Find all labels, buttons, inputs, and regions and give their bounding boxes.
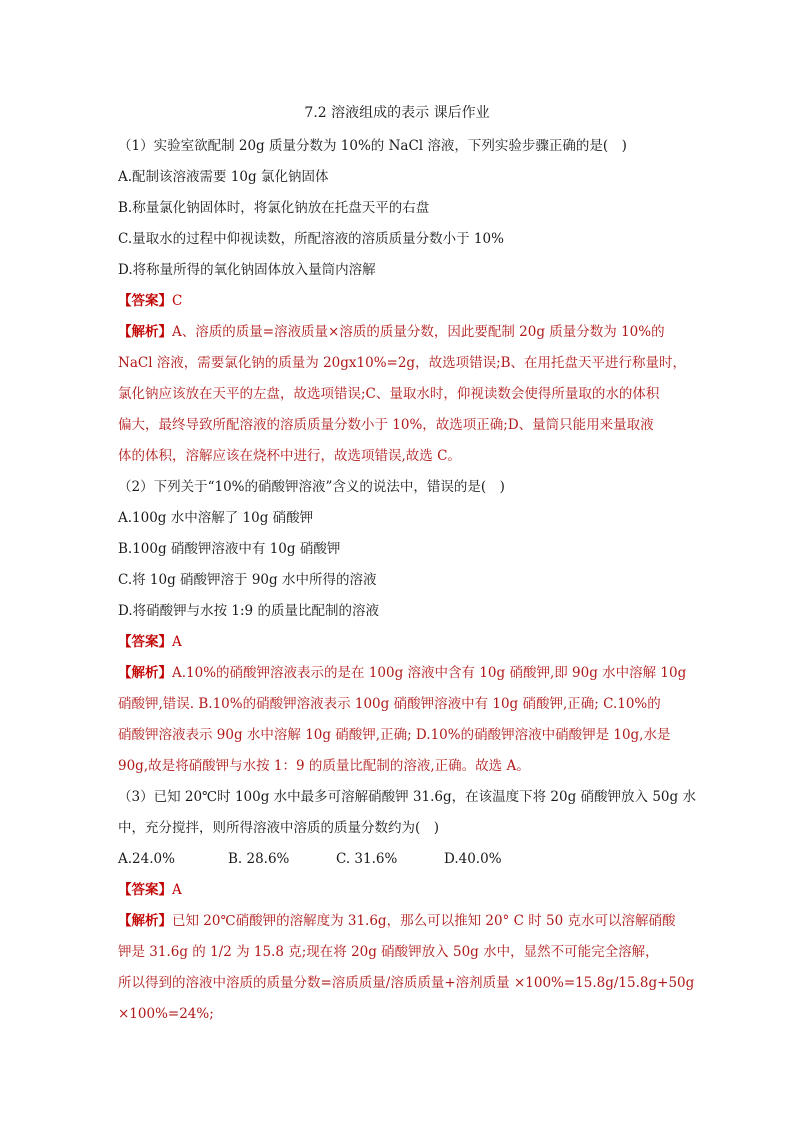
question-3-stem: 中，充分搅拌，则所得溶液中溶质的质量分数约为( ): [118, 820, 440, 836]
answer-value: A: [172, 634, 182, 650]
question-3-option-b: B. 28.6%: [228, 851, 290, 867]
question-2-option-a: A.100g 水中溶解了 10g 硝酸钾: [118, 510, 314, 526]
question-2-analysis-line: 硝酸钾溶液表示 90g 水中溶解 10g 硝酸钾,正确; D.10%的硝酸钾溶液中硝酸钾是 10g,水是: [118, 727, 671, 743]
answer-tag: 【答案】: [118, 634, 172, 650]
question-3-analysis-line: ×100%=24%;: [118, 1006, 214, 1022]
page-title: 7.2 溶液组成的表示 课后作业: [304, 105, 490, 121]
document-body: [118, 131, 696, 1030]
question-2-answer: [118, 627, 688, 658]
question-3-analysis-line: [118, 906, 688, 937]
analysis-tag: 【解析】: [118, 324, 172, 340]
question-2-analysis-line: [118, 658, 688, 689]
analysis-tag: 【解析】: [118, 913, 172, 929]
question-1-option-a: A.配制该溶液需要 10g 氯化钠固体: [118, 169, 329, 185]
question-1-analysis-line: NaCl 溶液，需要氯化钠的质量为 20gx10%=2g，故选项错误;B、在用托盘天平进行称量时，: [118, 355, 687, 371]
question-3-answer: [118, 875, 688, 906]
analysis-tag: 【解析】: [118, 665, 172, 681]
question-2-analysis-line: 硝酸钾,错误. B.10%的硝酸钾溶液表示 100g 硝酸钾溶液中有 10g 硝酸钾,正确; C.10%的: [118, 696, 661, 712]
question-3-options: [118, 844, 688, 875]
question-1-analysis-line: 体的体积，溶解应该在烧杯中进行，故选项错误,故选 C。: [118, 448, 461, 464]
question-1-stem: （1）实验室欲配制 20g 质量分数为 10%的 NaCl 溶液，下列实验步骤正确的是( ): [118, 138, 627, 154]
question-3-option-d: D.40.0%: [444, 851, 502, 867]
question-1-option-c: C.量取水的过程中仰视读数，所配溶液的溶质质量分数小于 10%: [118, 231, 504, 247]
question-2-option-c: C.将 10g 硝酸钾溶于 90g 水中所得的溶液: [118, 572, 377, 588]
question-1-option-d: D.将称量所得的氧化钠固体放入量筒内溶解: [118, 262, 376, 278]
question-2-analysis-line: 90g,故是将硝酸钾与水按 1：9 的质量比配制的溶液,正确。故选 A。: [118, 758, 530, 774]
answer-value: C: [172, 293, 183, 309]
question-1-analysis-line: [118, 317, 688, 348]
question-1-answer: [118, 286, 688, 317]
question-3-option-c: C. 31.6%: [336, 851, 398, 867]
analysis-text: 已知 20℃硝酸钾的溶解度为 31.6g，那么可以推知 20° C 时 50 克水可以溶解硝酸: [172, 913, 676, 929]
answer-tag: 【答案】: [118, 293, 172, 309]
question-2-stem: （2）下列关于“10%的硝酸钾溶液”含义的说法中，错误的是( ): [118, 479, 505, 495]
question-1-option-b: B.称量氯化钠固体时，将氯化钠放在托盘天平的右盘: [118, 200, 430, 216]
answer-tag: 【答案】: [118, 882, 172, 898]
analysis-text: A.10%的硝酸钾溶液表示的是在 100g 溶液中含有 10g 硝酸钾,即 90g 水中溶解 10g: [172, 665, 687, 681]
question-3-analysis-line: 所以得到的溶液中溶质的质量分数=溶质质量/溶质质量+溶剂质量 ×100%=15.8g/15.8g+50g: [118, 975, 695, 991]
question-1-analysis-line: 偏大，最终导致所配溶液的溶质质量分数小于 10%，故选项正确;D、量筒只能用来量取液: [118, 417, 654, 433]
question-2-option-b: B.100g 硝酸钾溶液中有 10g 硝酸钾: [118, 541, 341, 557]
question-3-option-a: A.24.0%: [118, 851, 175, 867]
answer-value: A: [172, 882, 182, 898]
analysis-text: A、溶质的质量=溶液质量×溶质的质量分数，因此要配制 20g 质量分数为 10%的: [172, 324, 665, 340]
question-1-analysis-line: 氯化钠应该放在天平的左盘，故选项错误;C、量取水时，仰视读数会使得所量取的水的体积: [118, 386, 660, 402]
question-2-option-d: D.将硝酸钾与水按 1:9 的质量比配制的溶液: [118, 603, 379, 619]
question-3-analysis-line: 钾是 31.6g 的 1/2 为 15.8 克;现在将 20g 硝酸钾放入 50g 水中，显然不可能完全溶解，: [118, 944, 659, 960]
question-3-stem: （3）已知 20℃时 100g 水中最多可溶解硝酸钾 31.6g，在该温度下将 20g 硝酸钾放入 50g 水: [118, 789, 696, 805]
